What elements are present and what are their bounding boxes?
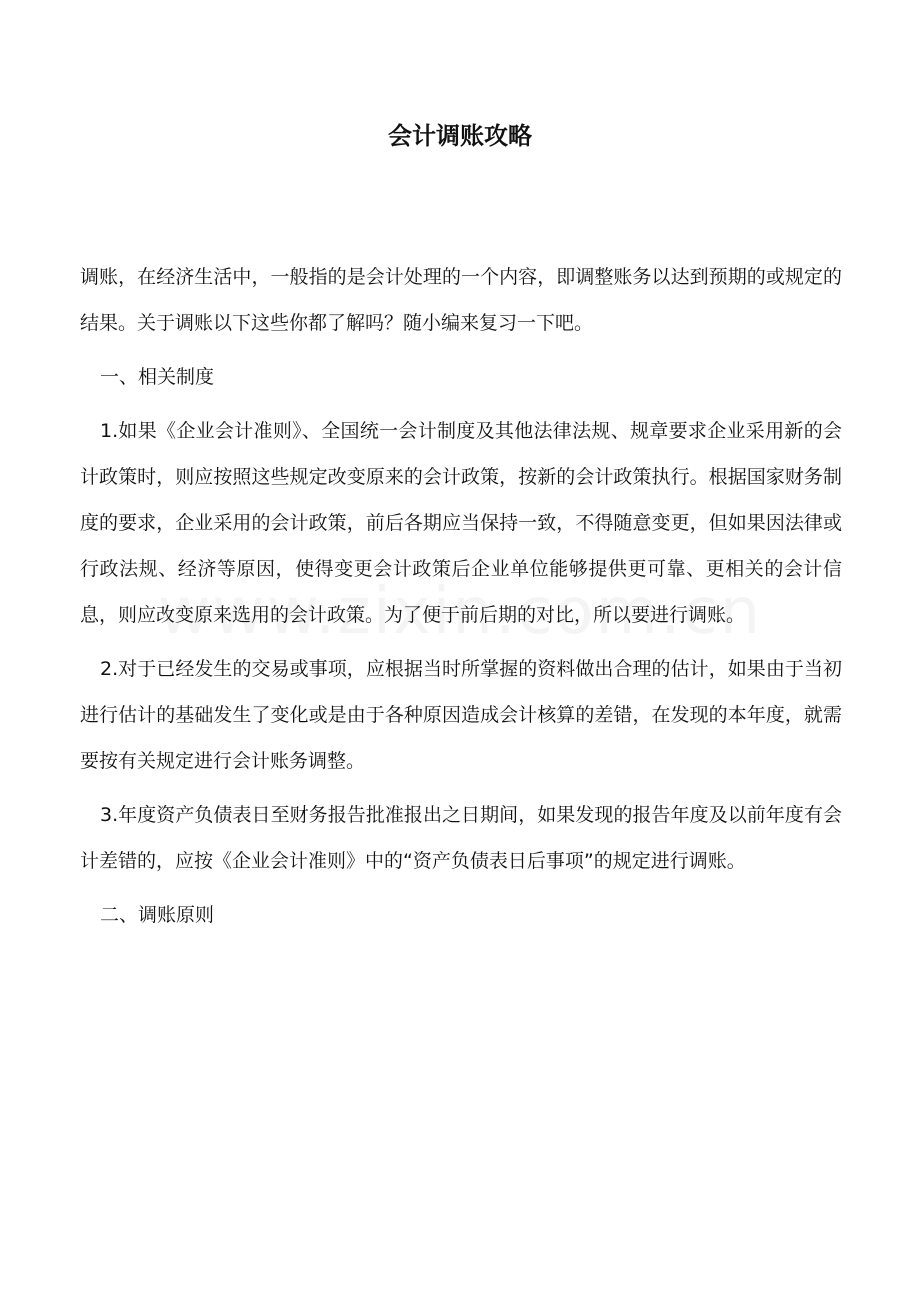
section-heading-adjustment-principles: 二、调账原则 bbox=[100, 904, 215, 926]
list-item-1: 1.如果《企业会计准则》、全国统一会计制度及其他法律法规、规章要求企业采用新的会计政策时，则应按照这些规定改变原来的会计政策，按新的会计政策执行。根据国家财务制度的要求，企业采用的会计政策，前后各期应当保持一致，不得随意变更，但如果因法律或行政法规、经济等原因，使得变更会计政策后企业单位能够提供更可靠、更相关的会计信息，则应改变原来选用的会计政策。为了便于前后期的对比，所以要进行调账。 bbox=[80, 420, 842, 626]
document-body bbox=[80, 254, 842, 946]
intro-paragraph: 调账，在经济生活中，一般指的是会计处理的一个内容，即调整账务以达到预期的或规定的结果。关于调账以下这些你都了解吗？随小编来复习一下吧。 bbox=[80, 266, 842, 334]
section-heading-related-rules: 一、相关制度 bbox=[100, 366, 215, 388]
list-item-3: 3.年度资产负债表日至财务报告批准报出之日期间，如果发现的报告年度及以前年度有会计差错的，应按《企业会计准则》中的“资产负债表日后事项”的规定进行调账。 bbox=[80, 804, 842, 872]
list-item-2: 2.对于已经发生的交易或事项，应根据当时所掌握的资料做出合理的估计，如果由于当初进行估计的基础发生了变化或是由于各种原因造成会计核算的差错，在发现的本年度，就需要按有关规定进行会计账务调整。 bbox=[80, 658, 842, 772]
document-title: 会计调账攻略 bbox=[388, 122, 532, 150]
